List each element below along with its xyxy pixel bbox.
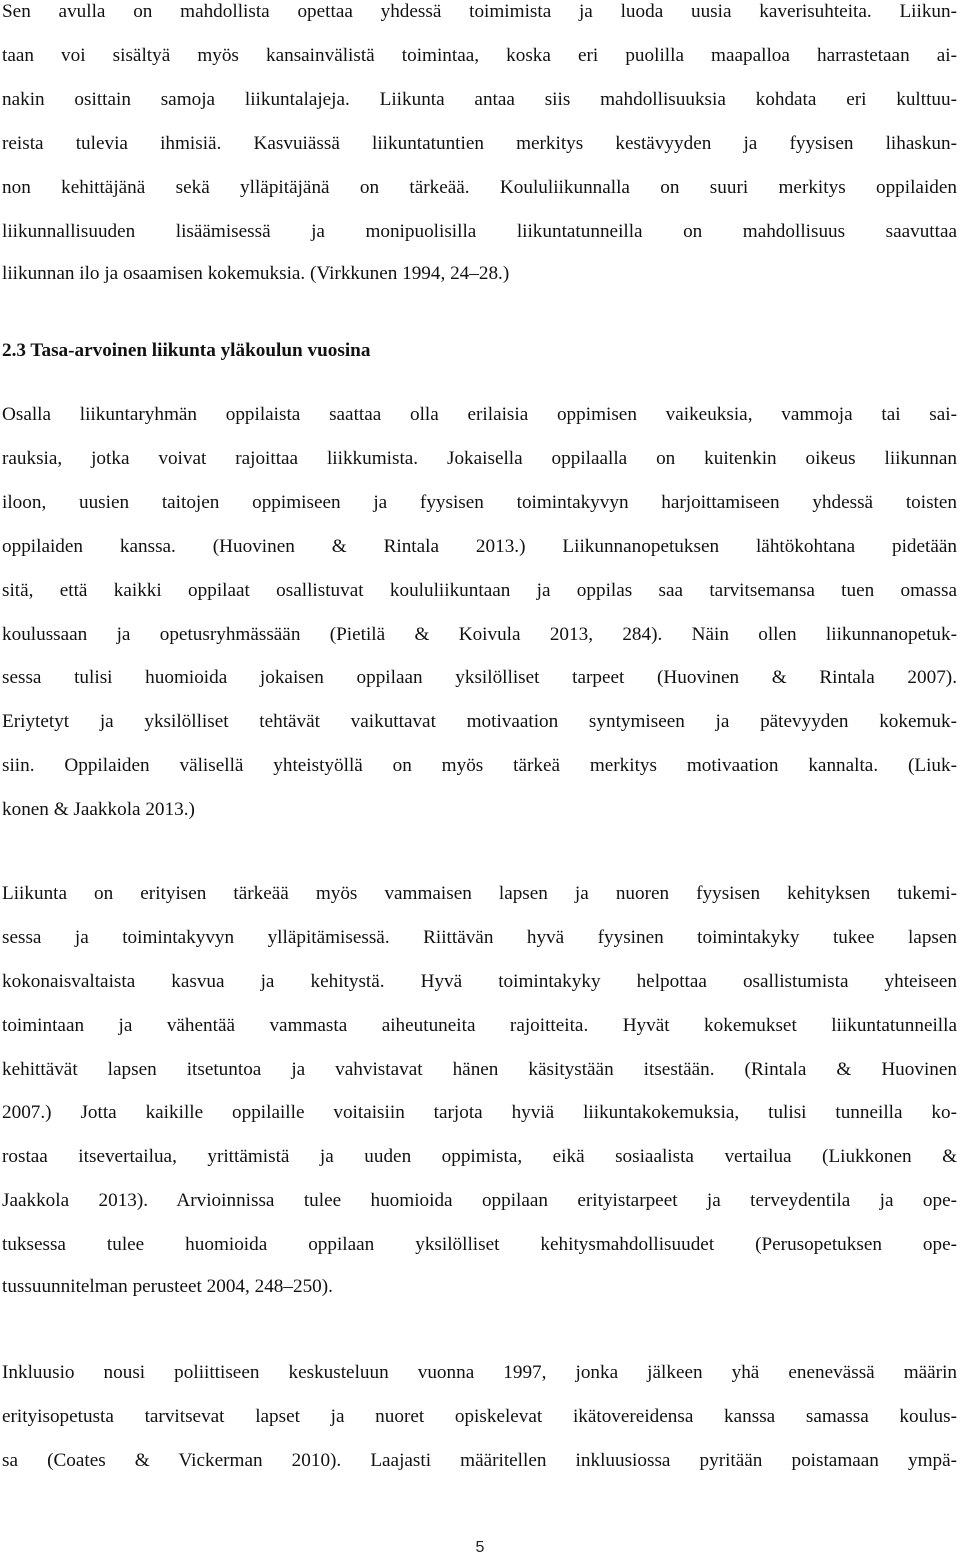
text-line: Liikunta on erityisen tärkeää myös vammaisen lapsen ja nuoren fyysisen kehityksen tukemi- <box>2 883 957 904</box>
text-line: taan voi sisältyä myös kansainvälistä toimintaa, koska eri puolilla maapalloa harrastetaan ai- <box>2 45 957 66</box>
text-line: kokonaisvaltaista kasvua ja kehitystä. Hyvä toimintakyky helpottaa osallistumista yhteiseen <box>2 971 957 992</box>
text-line: rauksia, jotka voivat rajoittaa liikkumista. Jokaisella oppilaalla on kuitenkin oikeus liikunnan <box>2 448 957 469</box>
text-line: Osalla liikuntaryhmän oppilaista saattaa olla erilaisia oppimisen vaikeuksia, vammoja tai sai- <box>2 404 957 425</box>
text-line: Jaakkola 2013). Arvioinnissa tulee huomioida oppilaan erityistarpeet ja terveydentila ja ope- <box>2 1190 957 1211</box>
text-line: 2007.) Jotta kaikille oppilaille voitaisiin tarjota hyviä liikuntakokemuksia, tulisi tunneilla ko- <box>2 1102 957 1123</box>
text-line: tussuunnitelman perusteet 2004, 248–250). <box>2 1276 333 1297</box>
text-line: rostaa itsevertailua, yrittämistä ja uuden oppimista, eikä sosiaalista vertailua (Liukkonen & <box>2 1146 957 1167</box>
text-line: oppilaiden kanssa. (Huovinen & Rintala 2013.) Liikunnanopetuksen lähtökohtana pidetään <box>2 536 957 557</box>
text-line: Eriytetyt ja yksilölliset tehtävät vaikuttavat motivaation syntymiseen ja pätevyyden kokemuk- <box>2 711 957 732</box>
text-line: konen & Jaakkola 2013.) <box>2 799 195 820</box>
text-line: reista tulevia ihmisiä. Kasvuiässä liikuntatuntien merkitys kestävyyden ja fyysisen lihaskun- <box>2 133 957 154</box>
text-line: sitä, että kaikki oppilaat osallistuvat koululiikuntaan ja oppilas saa tarvitsemansa tuen omassa <box>2 580 957 601</box>
text-line: liikunnan ilo ja osaamisen kokemuksia. (Virkkunen 1994, 24–28.) <box>2 263 510 284</box>
text-line: nakin osittain samoja liikuntalajeja. Liikunta antaa siis mahdollisuuksia kohdata eri kulttuu- <box>2 89 957 110</box>
text-line: non kehittäjänä sekä ylläpitäjänä on tärkeää. Koululiikunnalla on suuri merkitys oppilaiden <box>2 177 957 198</box>
text-line: koulussaan ja opetusryhmässään (Pietilä & Koivula 2013, 284). Näin ollen liikunnanopetuk- <box>2 624 957 645</box>
text-line: toimintaan ja vähentää vammasta aiheutuneita rajoitteita. Hyvät kokemukset liikuntatunneilla <box>2 1015 957 1036</box>
text-line: sessa ja toimintakyvyn ylläpitämisessä. Riittävän hyvä fyysinen toimintakyky tukee lapsen <box>2 927 957 948</box>
text-line: liikunnallisuuden lisäämisessä ja monipuolisilla liikuntatunneilla on mahdollisuus saavuttaa <box>2 221 957 242</box>
text-line: sa (Coates & Vickerman 2010). Laajasti määritellen inkluusiossa pyritään poistamaan ympä- <box>2 1450 957 1471</box>
text-line: sessa tulisi huomioida jokaisen oppilaan yksilölliset tarpeet (Huovinen & Rintala 2007). <box>2 667 957 688</box>
section-heading: 2.3 Tasa-arvoinen liikunta yläkoulun vuosina <box>2 340 371 361</box>
text-line: tuksessa tulee huomioida oppilaan yksilölliset kehitysmahdollisuudet (Perusopetuksen ope- <box>2 1234 957 1255</box>
text-line: kehittävät lapsen itsetuntoa ja vahvistavat hänen käsitystään itsestään. (Rintala & Huovinen <box>2 1059 957 1080</box>
page-number: 5 <box>475 1539 485 1556</box>
text-line: erityisopetusta tarvitsevat lapset ja nuoret opiskelevat ikätovereidensa kanssa samassa koulus- <box>2 1406 957 1427</box>
text-line: Sen avulla on mahdollista opettaa yhdessä toimimista ja luoda uusia kaverisuhteita. Liikun- <box>2 1 957 22</box>
text-line: iloon, uusien taitojen oppimiseen ja fyysisen toimintakyvyn harjoittamiseen yhdessä toisten <box>2 492 957 513</box>
text-line: Inkluusio nousi poliittiseen keskusteluun vuonna 1997, jonka jälkeen yhä enenevässä määrin <box>2 1362 957 1383</box>
text-line: siin. Oppilaiden välisellä yhteistyöllä on myös tärkeä merkitys motivaation kannalta. (Liuk- <box>2 755 957 776</box>
